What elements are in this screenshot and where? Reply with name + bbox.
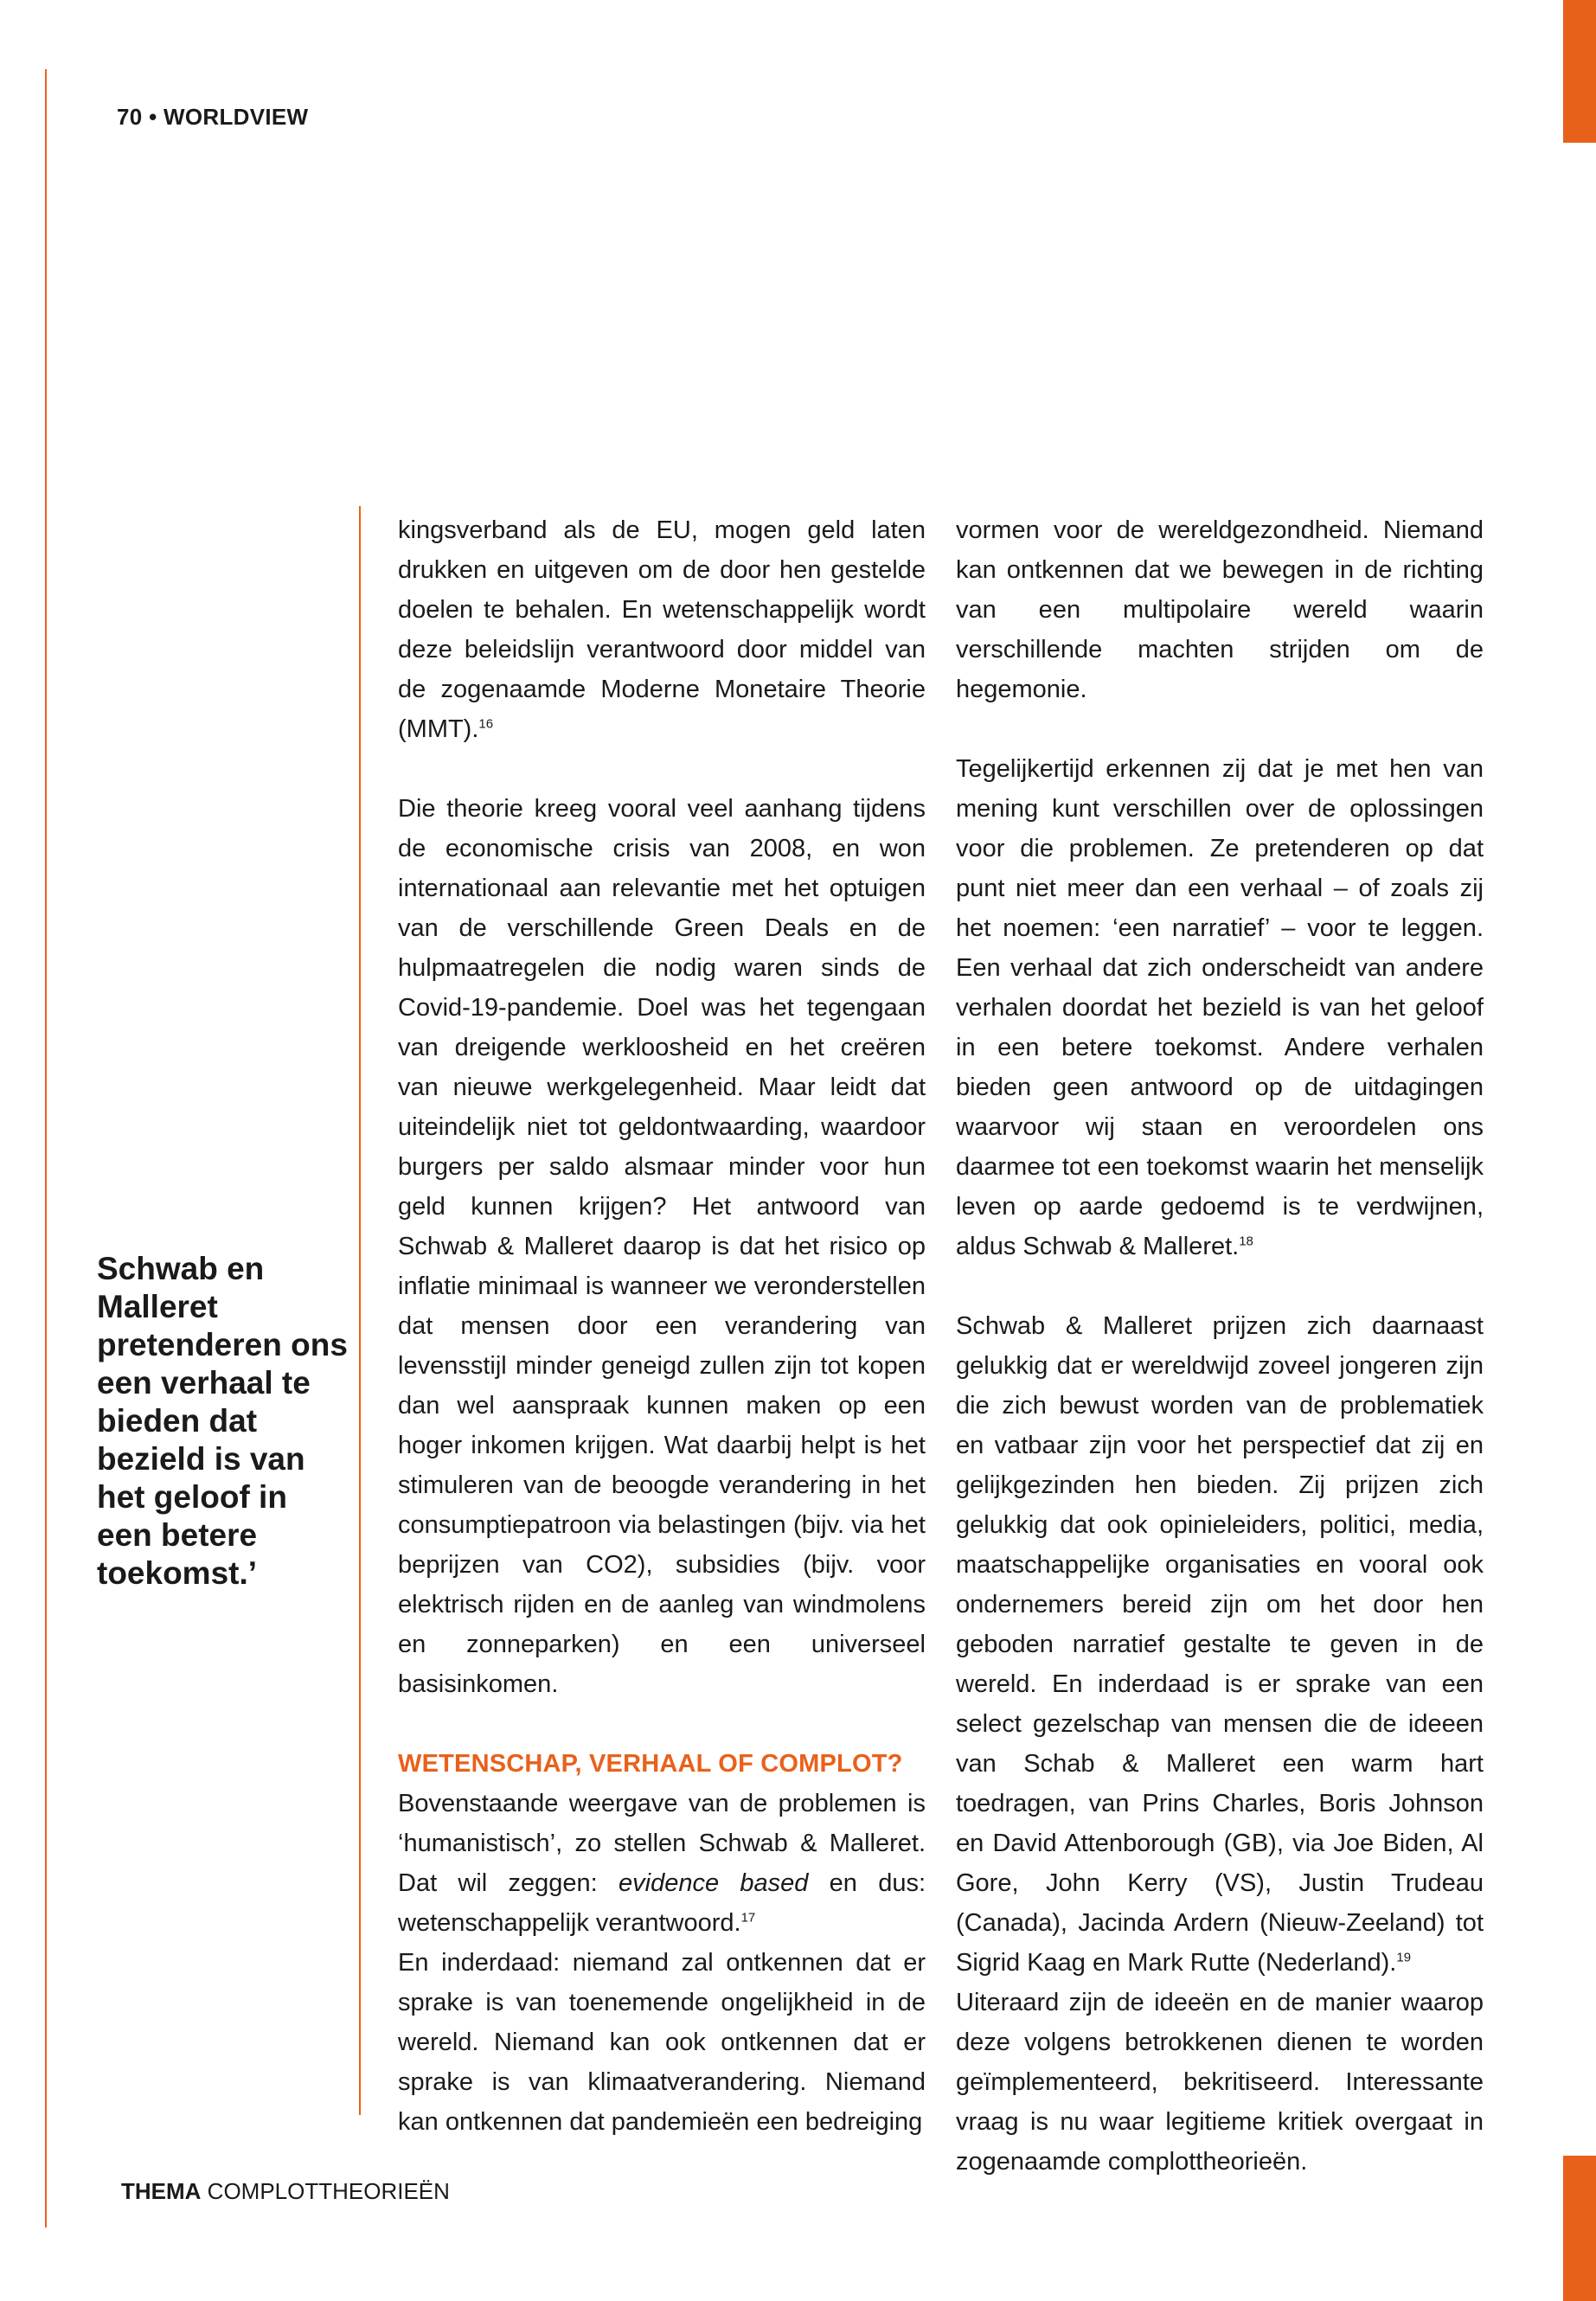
paragraph: kingsverband als de EU, mogen geld laten drukken en uitgeven om de door hen gestelde doelen te behalen. En wetenschappelijk wordt deze beleidslijn verantwoord door middel van de zogenaamde Moderne Monetaire Theorie (MMT).$^{16}$	[398, 516, 926, 743]
footnote-ref: 17	[740, 1910, 756, 1926]
body-column-1	[398, 510, 926, 2142]
body-column-2	[956, 510, 1484, 2182]
bottom-edge-tab	[1563, 2156, 1596, 2301]
footnote-ref: 19	[1396, 1950, 1412, 1965]
section-heading: WETENSCHAP, VERHAAL OF COMPLOT?	[398, 1750, 903, 1778]
paragraph: Bovenstaande weergave van de problemen is ‘humanistisch’, zo stellen Schwab & Malleret. Dat wil zeggen: evidence based en dus: wetenschappelijk verantwoord.$^{17}$	[398, 1790, 926, 1937]
paragraph: vormen voor de wereldgezondheid. Niemand kan ontkennen dat we bewegen in de richting van een multipolaire wereld waarin verschillende machten strijden om de hegemonie.	[956, 516, 1484, 703]
footnote-ref: 16	[478, 716, 494, 732]
column-divider-rule	[359, 506, 361, 2115]
paragraph: En inderdaad: niemand zal ontkennen dat er sprake is van toenemende ongelijkheid in de wereld. Niemand kan ook ontkennen dat er sprake is van klimaatverandering. Niemand kan ontkennen dat pandemieën een bedreiging	[398, 1949, 926, 2136]
footnote-ref: 18	[1239, 1234, 1253, 1249]
pull-quote: Schwab en Malleret pretenderen ons een verhaal te bieden dat bezield is van het geloof in een betere toekomst.’	[97, 1251, 348, 1591]
header-separator: •	[149, 104, 157, 130]
page-footer	[121, 2178, 450, 2205]
section-title: WORLDVIEW	[163, 104, 309, 130]
paragraph: Uiteraard zijn de ideeën en de manier waarop deze volgens betrokkenen dienen te worden geïmplementeerd, bekritiseerd. Interessante vraag is nu waar legitieme kritiek overgaat in zogenaamde complottheorieën.	[956, 1989, 1484, 2176]
footer-theme-label: THEMA	[121, 2178, 202, 2204]
paragraph: Schwab & Malleret prijzen zich daarnaast gelukkig dat er wereldwijd zoveel jongeren zijn die zich bewust worden van de problematiek en vatbaar zijn voor het perspectief dat zij en gelijkgezinden hen bieden. Zij prijzen zich gelukkig dat ook opinieleiders, politici, media, maatschappelijke organisaties en vooral ook ondernemers bereid zijn om het door hen geboden narratief gestalte te geven in de wereld. En inderdaad is er sprake van een select gezelschap van mensen die de ideeen van Schab & Malleret een warm hart toedragen, van Prins Charles, Boris Johnson en David Attenborough (GB), via Joe Biden, Al Gore, John Kerry (VS), Justin Trudeau (Canada), Jacinda Ardern (Nieuw-Zeeland) tot Sigrid Kaag en Mark Rutte (Nederland).$^{19}$	[956, 1312, 1484, 1977]
top-edge-tab	[1563, 0, 1596, 143]
paragraph: Tegelijkertijd erkennen zij dat je met hen van mening kunt verschillen over de oplossingen voor die problemen. Ze pretenderen op dat punt niet meer dan een verhaal – of zoals zij het noemen: ‘een narratief’ – voor te leggen. Een verhaal dat zich onderscheidt van andere verhalen doordat het bezield is van het geloof in een betere toekomst. Andere verhalen bieden geen antwoord op de uitdagingen waarvoor wij staan en veroordelen ons daarmee tot een toekomst waarin het menselijk leven op aarde gedoemd is te verdwijnen, aldus Schwab & Malleret.$^{18}$	[956, 755, 1484, 1260]
footer-theme-title: COMPLOTTHEORIEËN	[207, 2178, 450, 2204]
paragraph: Die theorie kreeg vooral veel aanhang tijdens de economische crisis van 2008, en won internationaal aan relevantie met het optuigen van de verschillende Green Deals en de hulpmaatregelen die nodig waren sinds de Covid-19-pandemie. Doel was het tegengaan van dreigende werkloosheid en het creëren van nieuwe werkgelegenheid. Maar leidt dat uiteindelijk niet tot geldontwaarding, waardoor burgers per saldo alsmaar minder voor hun geld kunnen krijgen? Het antwoord van Schwab & Malleret daarop is dat het risico op inflatie minimaal is wanneer we veronderstellen dat mensen door een verandering van levensstijl minder geneigd zullen zijn tot kopen dan wel aanspraak kunnen maken op een hoger inkomen krijgen. Wat daarbij helpt is het stimuleren van de beoogde verandering in het consumptiepatroon via belastingen (bijv. via het beprijzen van CO2), subsidies (bijv. voor elektrisch rijden en de aanleg van windmolens en zonneparken) en een universeel basisinkomen.	[398, 795, 926, 1698]
left-margin-rule	[45, 69, 47, 2227]
running-header	[117, 104, 308, 131]
page-number: 70	[117, 104, 143, 130]
